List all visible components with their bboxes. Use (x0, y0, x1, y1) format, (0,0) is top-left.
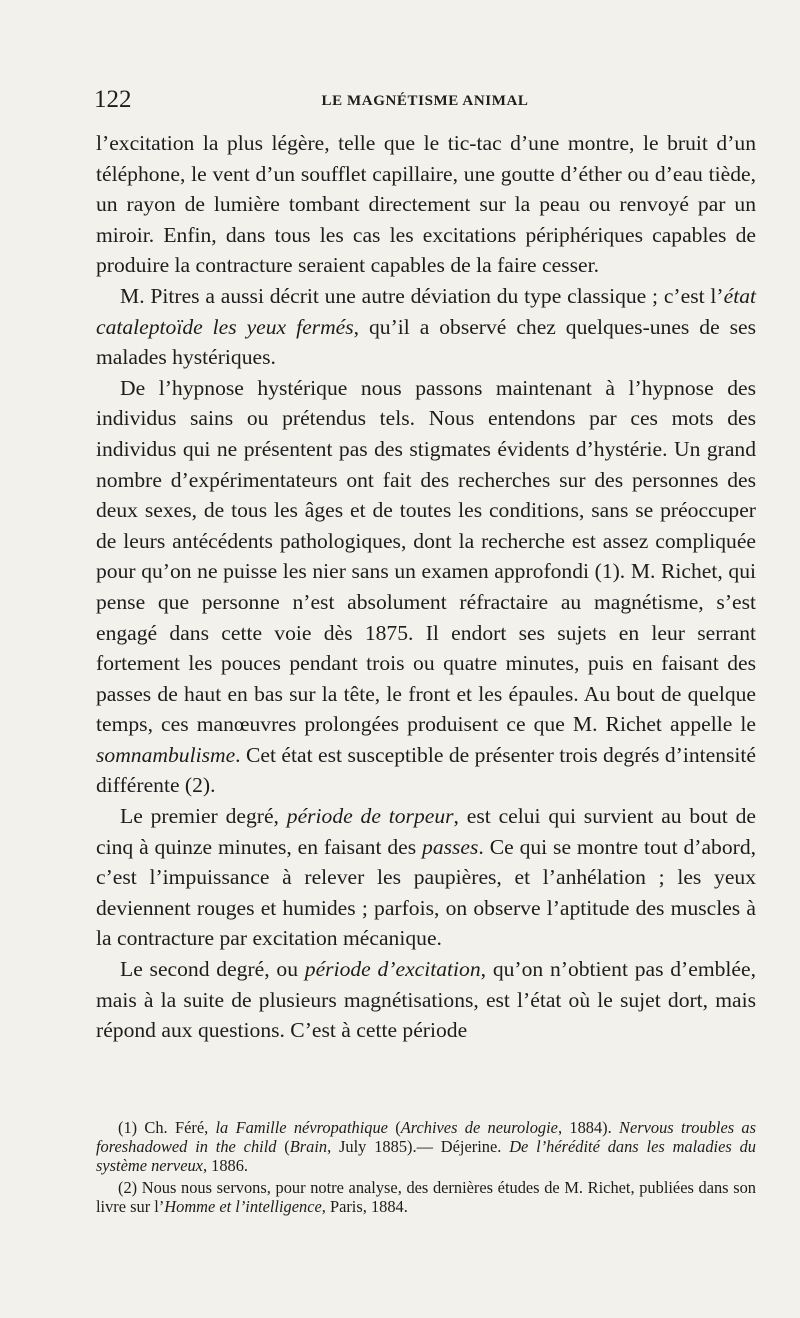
paragraph-3 (96, 373, 756, 801)
text-run: Le second degré, ou (120, 957, 305, 982)
italic-run: état cataleptoïde les yeux fermés (96, 283, 756, 339)
text-run: , qu’il a observé chez quelques-unes de ses malades hystériques. (96, 314, 756, 370)
paragraph-4 (96, 801, 756, 954)
text-run: Le premier degré, (120, 804, 287, 829)
italic-run: De l’hérédité dans les maladies du système nerveux (96, 1137, 757, 1176)
italic-run: la Famille névropathique (215, 1118, 388, 1137)
paragraph-5 (96, 954, 756, 1046)
italic-run: somnambulisme (96, 742, 236, 767)
text-run: , qu’on n’obtient pas d’emblée, mais à la suite de plusieurs magnétisations, est l’état où le sujet dort, mais répond aux questions. C’est à cette période (96, 957, 756, 1043)
italic-run: Archives de neurologie (400, 1118, 558, 1137)
text-run: ( (276, 1137, 290, 1157)
italic-run: Homme et l’intelligence (164, 1196, 322, 1216)
paragraph-1 (96, 128, 756, 281)
text-run: , July 1885).— Déjerine. (327, 1137, 510, 1157)
footnote-1 (96, 1118, 756, 1176)
text-run: , 1884). (557, 1118, 620, 1137)
text-run: (2) Nous nous servons, pour notre analyse, des dernières études de M. Richet, publiées dans son livre sur l’ (96, 1177, 756, 1216)
italic-run: période d’excitation (304, 957, 481, 982)
paragraph-2 (96, 281, 756, 373)
text-run: , est celui qui survient au bout de cinq à quinze minutes, en faisant des (96, 804, 757, 859)
page-header (94, 86, 756, 120)
footnote-2 (96, 1178, 756, 1216)
italic-run: Brain (289, 1137, 328, 1157)
page-number: 122 (94, 86, 132, 113)
text-run: , 1886. (202, 1156, 249, 1176)
footnotes (96, 1118, 756, 1216)
text-run: . Ce qui se montre tout d’abord, c’est l’impuissance à relever les paupières, et l’anhélation ; les yeux deviennent rouges et humides ; parfois, on observe l’aptitude des muscles à la contracture par excitation mécanique. (96, 834, 757, 951)
italic-run: période de torpeur (286, 804, 454, 829)
text-run: M. Pitres a aussi décrit une autre déviation du type classique ; c’est l’ (120, 283, 724, 308)
body-text (96, 128, 756, 1046)
text-run: . Cet état est susceptible de présenter trois degrés d’intensité différente (2). (96, 742, 756, 798)
text-run: , Paris, 1884. (321, 1196, 408, 1216)
italic-run: passes (422, 834, 479, 859)
text-run: De l’hypnose hystérique nous passons maintenant à l’hypnose des individus sains ou prétendus tels. Nous entendons par ces mots des individus qui ne présentent pas des stigmates évidents d’hystérie. Un grand nombre d’expérimentateurs ont fait des recherches sur des personnes des deux sexes, de tous les âges et de toutes les conditions, sans se préoccuper de leurs antécédents pathologiques, dont la recherche est assez compliquée pour qu’on ne puisse les nier sans un examen approfondi (1). M. Richet, qui pense que personne n’est absolument réfractaire au magnétisme, s’est engagé dans cette voie dès 1875. Il endort ses sujets en leur serrant fortement les pouces pendant trois ou quatre minutes, puis en faisant des passes de haut en bas sur la tête, le front et les épaules. Au bout de quelque temps, ces manœuvres prolongées produisent ce que M. Richet appelle le (96, 375, 756, 737)
text-run: l’excitation la plus légère, telle que le tic-tac d’une montre, le bruit d’un téléphone, le vent d’un soufflet capillaire, une goutte d’éther ou d’eau tiède, un rayon de lumière tombant directement sur la peau ou renvoyé par un miroir. Enfin, dans tous les cas les excitations périphériques capables de produire la contracture seraient capables de la faire cesser. (96, 131, 756, 278)
text-run: ( (387, 1118, 401, 1137)
italic-run: Nervous troubles as foreshadowed in the child (96, 1118, 756, 1157)
text-run: (1) Ch. Féré, (118, 1118, 216, 1137)
running-title: LE MAGNÉTISME ANIMAL (321, 93, 529, 109)
